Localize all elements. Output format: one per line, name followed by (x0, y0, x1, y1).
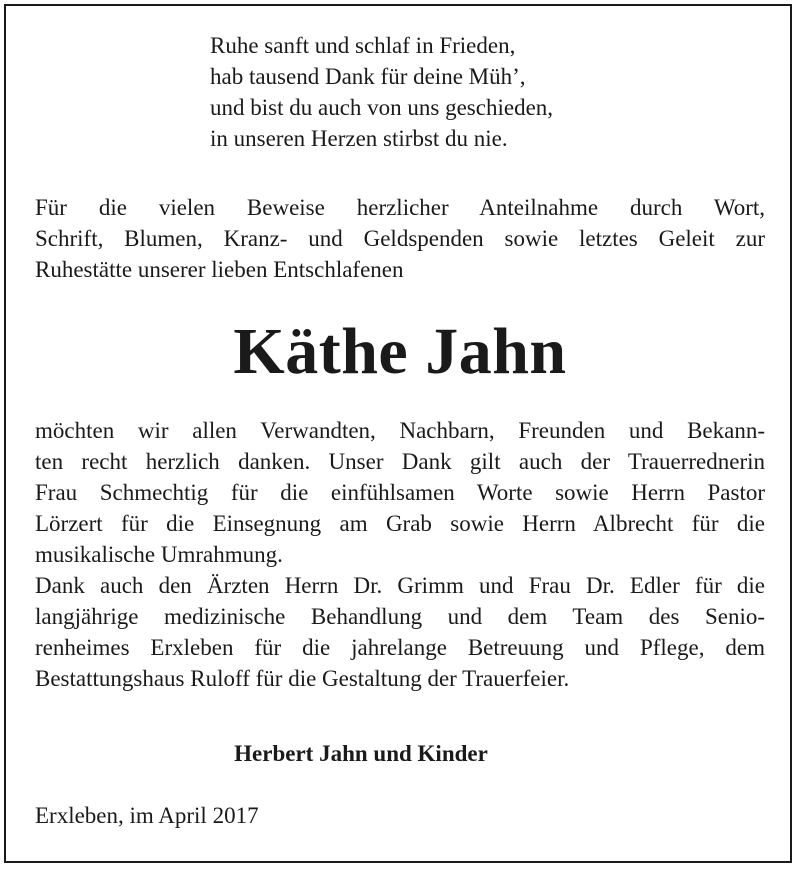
thanks-line: Frau Schmechtig für die einfühlsamen Worte sowie Herrn Pastor (35, 480, 765, 505)
thanks-line: renheimes Erxleben für die jahrelange Betreuung und Pflege, dem (35, 635, 765, 660)
memorial-poem (210, 30, 630, 154)
thanks-line: musikalische Umrahmung. (35, 542, 283, 567)
thanks-line: Lörzert für die Einsegnung am Grab sowie Herrn Albrecht für die (35, 511, 765, 536)
poem-line: in unseren Herzen stirbst du nie. (210, 126, 508, 151)
intro-line: Für die vielen Beweise herzlicher Anteilnahme durch Wort, (35, 195, 765, 220)
thanks-line: möchten wir allen Verwandten, Nachbarn, Freunden und Bekann- (35, 418, 765, 443)
poem-line: Ruhe sanft und schlaf in Frieden, (210, 33, 516, 58)
poem-line: hab tausend Dank für deine Müh’, (210, 64, 526, 89)
thanks-line: ten recht herzlich danken. Unser Dank gilt auch der Trauerrednerin (35, 449, 765, 474)
signature: Herbert Jahn und Kinder (234, 741, 488, 766)
intro-paragraph (35, 192, 765, 285)
thanks-line: langjährige medizinische Behandlung und dem Team des Senio- (35, 604, 765, 629)
thanks-line: Bestattungshaus Ruloff für die Gestaltung der Trauerfeier. (35, 666, 570, 691)
thanks-line: Dank auch den Ärzten Herrn Dr. Grimm und Frau Dr. Edler für die (35, 573, 765, 598)
deceased-name: Käthe Jahn (233, 315, 567, 388)
intro-line: Ruhestätte unserer lieben Entschlafenen (35, 257, 404, 282)
poem-line: und bist du auch von uns geschieden, (210, 95, 554, 120)
place-date: Erxleben, im April 2017 (35, 803, 259, 828)
thanks-paragraph (35, 415, 765, 694)
intro-line: Schrift, Blumen, Kranz- und Geldspenden sowie letztes Geleit zur (35, 226, 765, 251)
